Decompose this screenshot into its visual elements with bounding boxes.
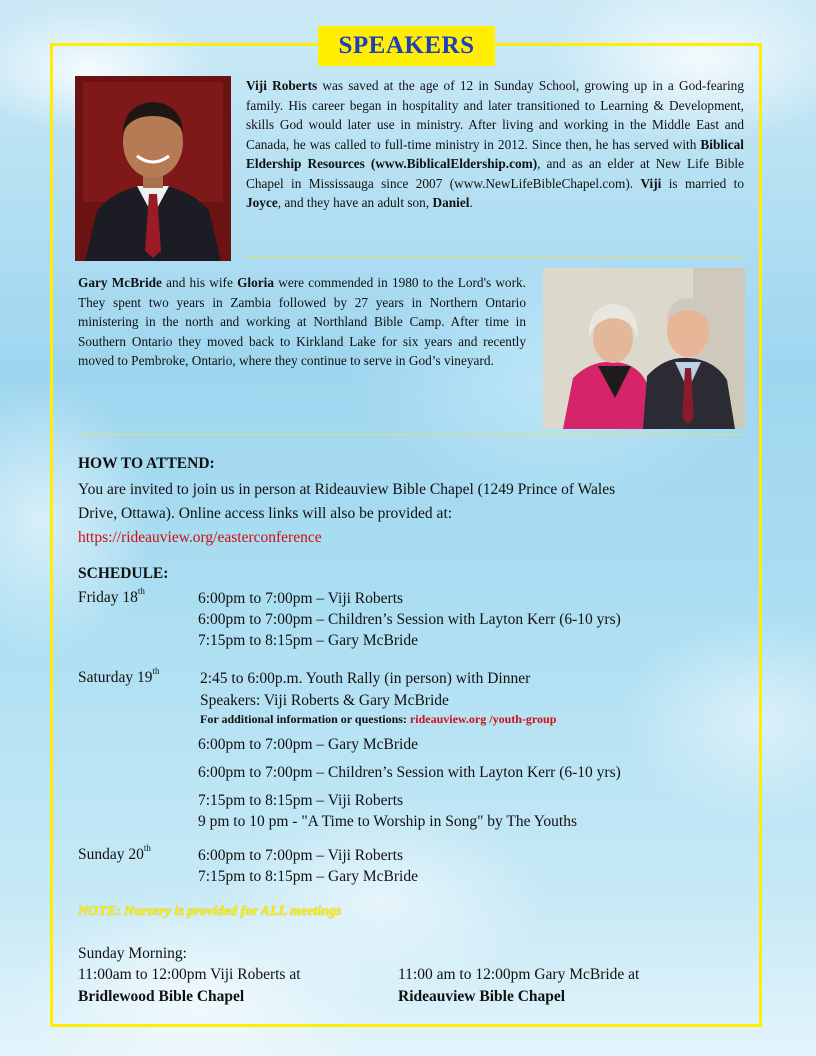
attend-line-2: Drive, Ottawa). Online access links will also be provided at: <box>78 505 453 522</box>
schedule-item: 6:00pm to 7:00pm – Children’s Session with Layton Kerr (6-10 yrs) <box>198 764 621 781</box>
morning-left-time: 11:00am to 12:00pm Viji Roberts at <box>78 966 301 983</box>
schedule-item: 9 pm to 10 pm - "A Time to Worship in Song" by The Youths <box>198 813 578 830</box>
speaker-bio-gary-mcbride: Gary McBride and his wife Gloria were commended in 1980 to the Lord's work. They spent two years in Zambia followed by 27 years in Northern Ontario ministering in the north and working at Northland Bible Camp. After time in Southern Ontario they moved back to Kirkland Lake for six years and recently moved to Pembroke, Ontario, where they continue to serve in God’s vineyard. <box>78 275 526 368</box>
schedule-item: 7:15pm to 8:15pm – Gary McBride <box>198 632 418 649</box>
schedule-day-saturday: Saturday 19th <box>78 666 160 686</box>
schedule-item: 6:00pm to 7:00pm – Viji Roberts <box>198 847 404 864</box>
schedule-item: 7:15pm to 8:15pm – Gary McBride <box>198 868 418 885</box>
nursery-note: NOTE: Nursery is provided for ALL meetings <box>78 904 342 919</box>
divider <box>246 257 742 258</box>
speaker-photo-viji-roberts <box>75 76 231 261</box>
schedule-item: 6:00pm to 7:00pm – Viji Roberts <box>198 590 404 607</box>
youth-rally-speakers: Speakers: Viji Roberts & Gary McBride <box>200 692 449 709</box>
page-title: SPEAKERS <box>338 32 475 59</box>
morning-left-place: Bridlewood Bible Chapel <box>78 988 245 1005</box>
schedule-day-friday: Friday 18th <box>78 586 145 606</box>
sunday-morning-label: Sunday Morning: <box>78 945 187 962</box>
divider <box>78 434 742 435</box>
speaker-bio-viji-roberts: Viji Roberts was saved at the age of 12 in Sunday School, growing up in a God-fearing family. His career began in hospitality and later transitioned to Learning & Development, skills God would later use in ministry. After living and working in the Middle East and Canada, he was called to full-time ministry in 2012. Since then, he has served with Biblical Eldership Resources (www.BiblicalEldership.com), and as an elder at New Life Bible Chapel in Mississauga since 2007 (www.NewLifeBibleChapel.com). Viji is married to Joyce, and they have an adult son, Daniel. <box>246 78 744 210</box>
youth-rally-item: 2:45 to 6:00p.m. Youth Rally (in person) with Dinner <box>200 670 531 687</box>
youth-group-link[interactable]: rideauview.org /youth-group <box>409 712 557 726</box>
portrait-illustration <box>75 76 231 261</box>
schedule-item: 6:00pm to 7:00pm – Gary McBride <box>198 736 418 753</box>
youth-rally-info: For additional information or questions: rideauview.org /youth-group <box>200 712 557 726</box>
morning-right-time: 11:00 am to 12:00pm Gary McBride at <box>398 966 640 983</box>
morning-right-place: Rideauview Bible Chapel <box>398 988 566 1005</box>
schedule-heading: SCHEDULE: <box>78 565 169 582</box>
portrait-illustration <box>543 268 745 429</box>
conference-link[interactable]: https://rideauview.org/easterconference <box>78 529 322 546</box>
speaker-photo-gary-and-gloria-mcbride <box>543 268 745 429</box>
schedule-item: 7:15pm to 8:15pm – Viji Roberts <box>198 792 404 809</box>
attend-line-1: You are invited to join us in person at Rideauview Bible Chapel (1249 Prince of Wales <box>78 481 616 498</box>
schedule-day-sunday: Sunday 20th <box>78 843 151 863</box>
title-banner <box>318 26 495 66</box>
schedule-item: 6:00pm to 7:00pm – Children’s Session with Layton Kerr (6-10 yrs) <box>198 611 621 628</box>
how-to-attend-heading: HOW TO ATTEND: <box>78 455 215 472</box>
